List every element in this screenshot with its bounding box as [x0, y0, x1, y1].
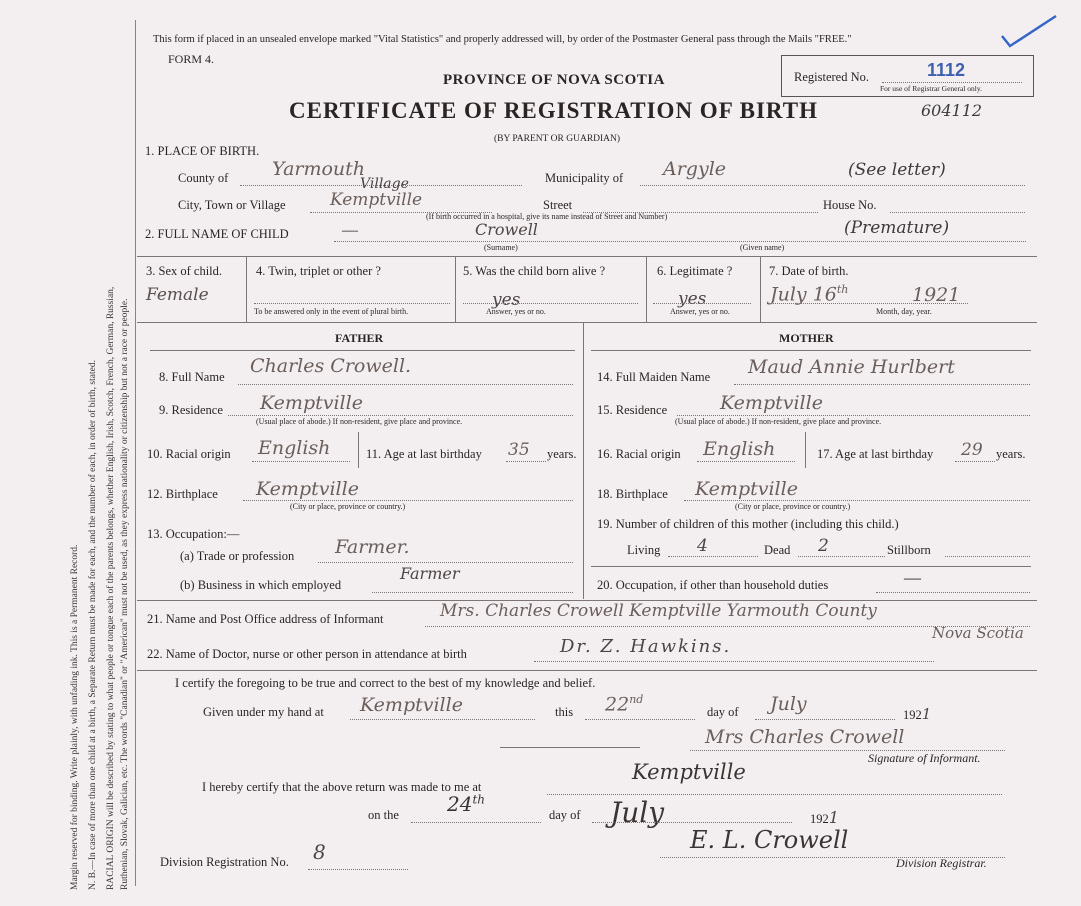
doctor-label: 22. Name of Doctor, nurse or other person in attendance at birth — [147, 647, 467, 661]
check-mark-icon — [998, 12, 1060, 50]
binding-note: Margin reserved for binding. Write plainly, with unfading ink. This is a Permanent Record. — [70, 544, 80, 890]
registrar-day — [447, 792, 485, 816]
birth-day-suffix: th — [836, 283, 849, 296]
divider — [358, 432, 359, 468]
informant-signature-rule — [500, 747, 640, 748]
registrar-year — [810, 808, 839, 827]
municipality-note: (See letter) — [848, 160, 946, 180]
date-of-birth-value — [770, 283, 848, 305]
alive-line — [463, 303, 638, 304]
given-name-caption: (Given name) — [740, 243, 785, 252]
divider — [646, 256, 647, 322]
father-residence-label: 9. Residence — [159, 403, 223, 417]
given-place: Kemptville — [360, 694, 463, 716]
birth-month-day: July 16 — [770, 283, 837, 306]
twin-label: 4. Twin, triplet or other ? — [256, 264, 381, 278]
given-year-digit: 1 — [921, 705, 932, 723]
father-age-line — [506, 461, 546, 462]
given-day-value: 22 — [605, 693, 630, 716]
stamp-number: 604112 — [921, 101, 983, 120]
registrar-note: For use of Registrar General only. — [880, 84, 982, 93]
margin-line — [135, 20, 136, 886]
mother-occupation-label: 20. Occupation, if other than household duties — [597, 578, 829, 592]
mother-age-line — [955, 461, 995, 462]
registered-line — [882, 82, 1022, 83]
mother-residence-note: (Usual place of abode.) If non-resident, give place and province. — [675, 417, 882, 426]
county-value: Yarmouth — [272, 158, 366, 180]
given-year — [903, 705, 931, 723]
municipality-line — [640, 185, 1025, 186]
registrar-signature: E. L. Crowell — [690, 826, 849, 854]
registrar-text: I hereby certify that the above return was made to me at — [202, 780, 482, 794]
certificate-subtitle: (BY PARENT OR GUARDIAN) — [494, 134, 621, 144]
living-value: 4 — [697, 536, 708, 556]
mail-note: This form if placed in an unsealed envelope marked "Vital Statistics" and properly addressed will, by order of the Postmaster General pass through the Mails "FREE." — [153, 34, 852, 45]
alive-note: Answer, yes or no. — [486, 307, 546, 316]
children-label: 19. Number of children of this mother (including this child.) — [597, 517, 899, 531]
business-line — [372, 592, 573, 593]
legitimate-label: 6. Legitimate ? — [657, 264, 733, 278]
row-top-rule — [137, 256, 1037, 257]
mother-residence-label: 15. Residence — [597, 403, 668, 417]
father-birthplace-note: (City or place, province or country.) — [290, 502, 406, 511]
informant-label: 21. Name and Post Office address of Informant — [147, 612, 384, 626]
trade-line — [318, 562, 573, 563]
father-residence-value: Kemptville — [260, 392, 363, 414]
child-name-dash: — — [342, 222, 358, 239]
registrar-place: Kemptville — [632, 760, 746, 784]
father-occupation-label: 13. Occupation:— — [147, 527, 240, 541]
mother-racial-line — [697, 461, 795, 462]
racial-origin-note-2: Ruthenian, Slovak, Galician, etc. The words "Canadian" or "American" must not be used, as they express nationality or citizenship but not a race or people. — [120, 298, 130, 890]
place-of-birth-label: 1. PLACE OF BIRTH. — [145, 144, 260, 158]
business-label: (b) Business in which employed — [180, 578, 342, 592]
stillborn-line — [945, 556, 1030, 557]
city-value: Kemptville — [330, 190, 423, 210]
twin-line — [254, 303, 450, 304]
dead-value: 2 — [818, 536, 829, 556]
surname-caption: (Surname) — [484, 243, 518, 252]
living-line — [668, 556, 758, 557]
alive-value: yes — [492, 290, 521, 310]
father-heading: FATHER — [335, 331, 384, 345]
street-label: Street — [543, 198, 573, 212]
father-birthplace-value: Kemptville — [256, 478, 359, 500]
day-of-label: day of — [707, 705, 739, 719]
division-registration-label: Division Registration No. — [160, 855, 289, 869]
mother-rule — [591, 566, 1031, 567]
given-label: Given under my hand at — [203, 705, 324, 719]
father-heading-rule — [150, 350, 575, 351]
mother-birthplace-note: (City or place, province or country.) — [735, 502, 851, 511]
father-birthplace-line — [243, 500, 573, 501]
registrar-day-value: 24 — [447, 792, 473, 816]
given-day-line — [585, 719, 695, 720]
this-label: this — [555, 705, 574, 719]
mother-birthplace-label: 18. Birthplace — [597, 487, 668, 501]
county-label: County of — [178, 171, 229, 185]
sex-value: Female — [146, 285, 209, 305]
father-residence-line — [228, 415, 573, 416]
mother-racial-value: English — [703, 438, 776, 460]
given-month: July — [770, 693, 807, 715]
living-label: Living — [627, 543, 661, 557]
mother-heading-rule — [591, 350, 1031, 351]
municipality-label: Municipality of — [545, 171, 624, 185]
informant-signature: Mrs Charles Crowell — [705, 726, 905, 748]
legitimate-value: yes — [678, 289, 707, 309]
father-name-line — [238, 384, 573, 385]
child-name-label: 2. FULL NAME OF CHILD — [145, 227, 289, 241]
dead-label: Dead — [764, 543, 791, 557]
registered-box — [781, 55, 1034, 97]
registrar-month: July — [610, 796, 665, 829]
signature-caption: Signature of Informant. — [868, 751, 981, 765]
racial-origin-note: RACIAL ORIGIN will be described by stating to what people or tongue each of the parents belongs, whether English, Irish, Scotch, French, German, Russian, — [106, 286, 116, 890]
child-name-line — [334, 241, 1026, 242]
certificate-title: CERTIFICATE OF REGISTRATION OF BIRTH — [289, 98, 818, 123]
given-place-line — [350, 719, 535, 720]
registrar-day-suffix: th — [472, 792, 486, 807]
given-month-line — [755, 719, 895, 720]
divider — [760, 256, 761, 322]
mother-birthplace-line — [684, 500, 1030, 501]
sex-label: 3. Sex of child. — [146, 264, 223, 278]
city-label: City, Town or Village — [178, 198, 286, 212]
column-divider — [583, 322, 584, 599]
informant-line — [425, 626, 1030, 627]
registrar-month-line — [592, 822, 792, 823]
mother-name-value: Maud Annie Hurlbert — [748, 356, 955, 378]
mother-residence-value: Kemptville — [720, 392, 823, 414]
house-number-label: House No. — [823, 198, 877, 212]
certify-rule — [137, 670, 1037, 671]
father-name-label: 8. Full Name — [159, 370, 225, 384]
business-value: Farmer — [400, 564, 460, 583]
mother-occupation-value: — — [904, 568, 921, 587]
registrar-day-of: day of — [549, 808, 581, 822]
division-registration-line — [308, 869, 408, 870]
father-name-value: Charles Crowell. — [250, 355, 412, 377]
mother-age-value: 29 — [961, 440, 983, 460]
father-racial-label: 10. Racial origin — [147, 447, 231, 461]
legitimate-line — [653, 303, 751, 304]
registrar-day-line — [411, 822, 541, 823]
child-given-name: (Premature) — [844, 218, 950, 238]
divider — [805, 432, 806, 468]
row-bottom-rule — [137, 322, 1037, 323]
trade-value: Farmer. — [335, 536, 410, 558]
registrar-year-digit: 1 — [828, 808, 839, 827]
divider — [455, 256, 456, 322]
form-number: FORM 4. — [168, 52, 215, 66]
multiple-birth-note: N. B.—In case of more than one child at a birth, a Separate Return must be made for each, and the number of each, in order of birth, stated. — [88, 360, 98, 890]
birth-year: 1921 — [912, 284, 961, 306]
registered-number: 1112 — [927, 60, 966, 80]
mother-residence-line — [677, 415, 1030, 416]
given-year-prefix: 192 — [903, 708, 922, 722]
on-the-label: on the — [368, 808, 399, 822]
trade-label: (a) Trade or profession — [180, 549, 295, 563]
legitimate-note: Answer, yes or no. — [670, 307, 730, 316]
date-note: Month, day, year. — [876, 307, 932, 316]
informant-value-2: Nova Scotia — [932, 624, 1024, 642]
divider — [246, 256, 247, 322]
mother-years: years. — [996, 447, 1026, 461]
mother-name-label: 14. Full Maiden Name — [597, 370, 711, 384]
stillborn-label: Stillborn — [887, 543, 931, 557]
father-age-value: 35 — [508, 440, 530, 460]
mother-age-label: 17. Age at last birthday — [817, 447, 934, 461]
father-birthplace-label: 12. Birthplace — [147, 487, 218, 501]
given-day-suffix: nd — [629, 693, 644, 706]
given-day — [605, 693, 643, 715]
municipality-value: Argyle — [663, 158, 727, 180]
twin-note: To be answered only in the event of plural birth. — [254, 307, 409, 316]
mother-racial-label: 16. Racial origin — [597, 447, 681, 461]
mother-name-line — [734, 384, 1030, 385]
dead-line — [798, 556, 885, 557]
father-residence-note: (Usual place of abode.) If non-resident, give place and province. — [256, 417, 463, 426]
division-registration-value: 8 — [313, 840, 326, 864]
informant-value: Mrs. Charles Crowell Kemptville Yarmouth County — [440, 601, 877, 621]
doctor-line — [534, 661, 934, 662]
date-line — [768, 303, 968, 304]
hospital-note: (If birth occurred in a hospital, give its name instead of Street and Number) — [426, 212, 668, 221]
house-number-line — [890, 212, 1025, 213]
province-heading: PROVINCE OF NOVA SCOTIA — [443, 72, 665, 88]
village-note: Village — [360, 176, 409, 192]
division-registrar-caption: Division Registrar. — [896, 856, 987, 870]
doctor-value: Dr. Z. Hawkins. — [560, 636, 732, 657]
father-age-label: 11. Age at last birthday — [366, 447, 482, 461]
alive-label: 5. Was the child born alive ? — [463, 264, 606, 278]
registrar-year-prefix: 192 — [810, 812, 829, 826]
mother-occupation-line — [876, 592, 1030, 593]
father-racial-value: English — [258, 437, 331, 459]
father-racial-line — [252, 461, 350, 462]
child-surname: Crowell — [475, 220, 538, 239]
registrar-place-line — [547, 794, 1002, 795]
certify-text: I certify the foregoing to be true and correct to the best of my knowledge and belief. — [175, 676, 596, 690]
mother-birthplace-value: Kemptville — [695, 478, 798, 500]
mother-heading: MOTHER — [779, 331, 834, 345]
father-years: years. — [547, 447, 577, 461]
registered-label: Registered No. — [794, 70, 869, 84]
date-of-birth-label: 7. Date of birth. — [769, 264, 849, 278]
